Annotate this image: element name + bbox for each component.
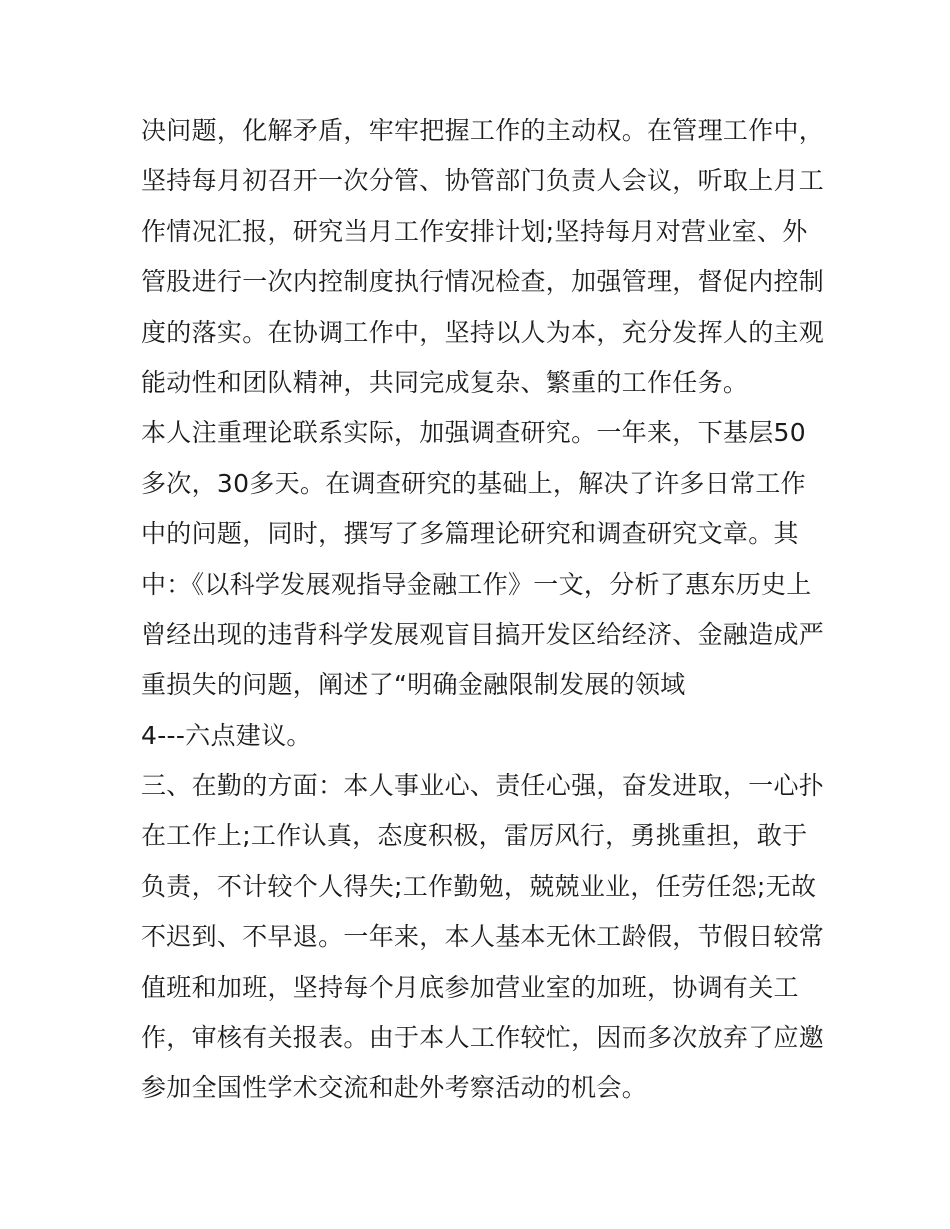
text-line: 三、在勤的方面：本人事业心、责任心强，奋发进取，一心扑 — [141, 771, 825, 801]
text-line: 负责，不计较个人得失;工作勤勉，兢兢业业，任劳任怨;无故 — [141, 871, 817, 901]
body-text — [141, 106, 825, 1114]
text-line: 度的落实。在协调工作中，坚持以人为本，充分发挥人的主观 — [141, 317, 825, 347]
text-line: 管股进行一次内控制度执行情况检查，加强管理，督促内控制 — [141, 267, 825, 297]
text-line: 重损失的问题，阐述了“明确金融限制发展的领域 — [141, 670, 686, 700]
text-line: 值班和加班，坚持每个月底参加营业室的加班，协调有关工 — [141, 972, 799, 1002]
text-line: 作，审核有关报表。由于本人工作较忙，因而多次放弃了应邀 — [141, 1023, 825, 1053]
text-line: 不迟到、不早退。一年来，本人基本无休工龄假，节假日较常 — [141, 922, 825, 952]
text-line: 能动性和团队精神，共同完成复杂、繁重的工作任务。 — [141, 367, 749, 397]
text-line: 参加全国性学术交流和赴外考察活动的机会。 — [141, 1073, 648, 1103]
text-line: 坚持每月初召开一次分管、协管部门负责人会议，听取上月工 — [141, 166, 825, 196]
text-line: 中的问题，同时，撰写了多篇理论研究和调查研究文章。其 — [141, 519, 799, 549]
text-line: 多次，30多天。在调查研究的基础上，解决了许多日常工作 — [141, 468, 806, 498]
text-line: 中：《以科学发展观指导金融工作》一文，分析了惠东历史上 — [141, 569, 812, 599]
text-line: 曾经出现的违背科学发展观盲目搞开发区给经济、金融造成严 — [141, 619, 825, 649]
text-line: 在工作上;工作认真，态度积极，雷厉风行，勇挑重担，敢于 — [141, 821, 808, 851]
text-line: 本人注重理论联系实际，加强调查研究。一年来，下基层50 — [141, 418, 806, 448]
text-line: 4---六点建议。 — [141, 720, 312, 750]
text-line: 决问题，化解矛盾，牢牢把握工作的主动权。在管理工作中， — [141, 116, 825, 145]
text-line: 作情况汇报，研究当月工作安排计划;坚持每月对营业室、外 — [141, 216, 808, 246]
